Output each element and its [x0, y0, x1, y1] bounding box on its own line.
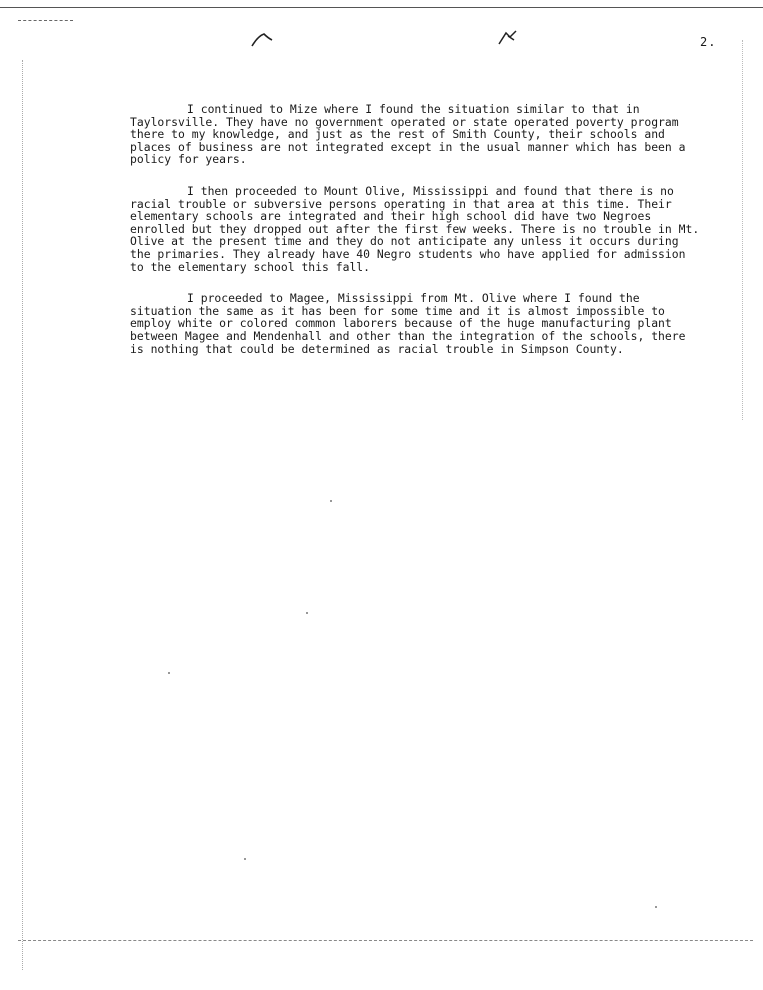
hand-mark-left — [250, 32, 274, 48]
left-scan-edge — [22, 60, 23, 970]
scan-speck — [168, 672, 170, 674]
page-number: 2. — [700, 35, 717, 49]
paragraph-magee: I proceeded to Magee, Mississippi from Mt. Olive where I found the situation the same as it has been for some time and it is almost impossible to employ white or colored common laborers because of the huge manufacturing plant between Magee and Mendenhall and other than the integration of the schools, there is nothing that could be determined as racial trouble in Simpson County. — [130, 291, 686, 356]
top-edge-line — [0, 7, 763, 8]
bottom-dash-line — [18, 940, 753, 941]
scan-speck — [306, 612, 308, 614]
paragraph-mize: I continued to Mize where I found the situation similar to that in Taylorsville. They have no government operated or state operated poverty program there to my knowledge, and just as the rest of Smith County, their schools and places of business are not integrated except in the usual manner which has been a policy for years. — [130, 102, 686, 167]
right-scan-edge — [742, 40, 743, 420]
scan-speck — [655, 906, 657, 908]
scan-speck — [330, 500, 332, 502]
scan-speck — [244, 858, 246, 860]
paragraph-mount-olive: I then proceeded to Mount Olive, Mississippi and found that there is no racial trouble or subversive persons operating in that area at this time. Their elementary schools are integrated and their high school did have two Negroes enrolled but they dropped out after the first few weeks. There is no trouble in Mt. Olive at the present time and they do not anticipate any unless it occurs during the primaries. They already have 40 Negro students who have applied for admission to the elementary school this fall. — [130, 183, 700, 274]
top-left-dash-mark — [18, 20, 73, 21]
letter-body — [130, 103, 700, 374]
hand-mark-right — [496, 28, 520, 48]
